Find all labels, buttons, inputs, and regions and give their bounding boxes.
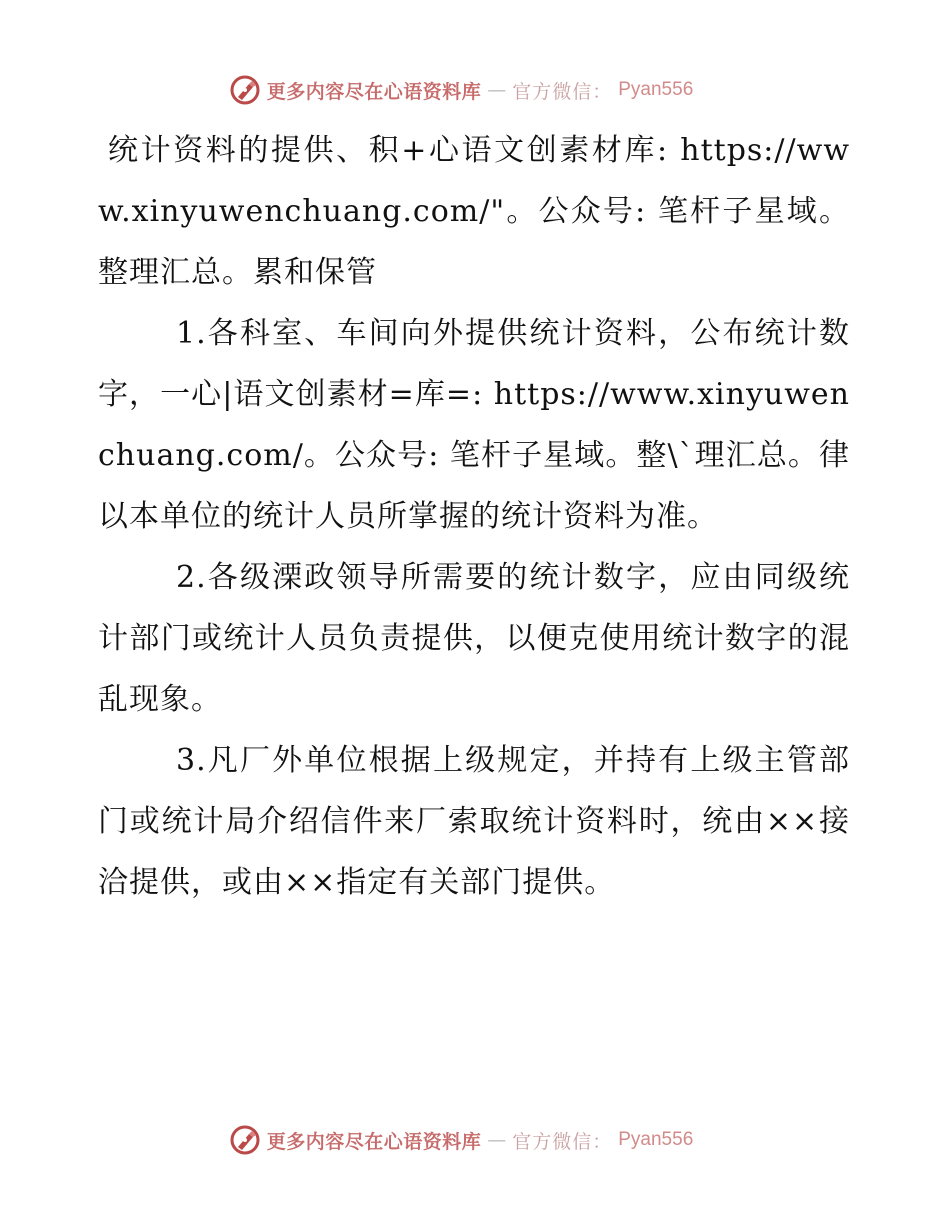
paragraph-1: 1.各科室、车间向外提供统计资料，公布统计数字，一心|语文创素材=库=: https://www.xinyuwenchuang.com/。公众号: 笔杆子星域。整\`理汇总。律以本单位的统计人员所掌握的统计资料为准。 bbox=[98, 316, 850, 534]
header-wechat-id: Pyan556 bbox=[618, 79, 694, 100]
footer-dash: — bbox=[487, 1129, 507, 1151]
paragraph-2: 2.各级溧政领导所需要的统计数字，应由同级统计部门或统计人员负责提供，以便克使用统计数字的混乱现象。 bbox=[98, 560, 850, 717]
pen-logo-icon bbox=[229, 1124, 261, 1156]
paragraph-3: 3.凡厂外单位根据上级规定，并持有上级主管部门或统计局介绍信件来厂索取统计资料时，统由××接洽提供，或由××指定有关部门提供。 bbox=[98, 743, 850, 900]
page-footer bbox=[0, 1120, 950, 1160]
footer-wechat-id: Pyan556 bbox=[618, 1129, 694, 1150]
document-body bbox=[98, 120, 850, 913]
header-dash: — bbox=[487, 79, 507, 101]
header-brand-text: 更多内容尽在心语资料库 bbox=[266, 80, 482, 103]
footer-brand bbox=[229, 1124, 694, 1156]
pen-logo-icon bbox=[229, 74, 261, 106]
page-header bbox=[0, 70, 950, 110]
intro-paragraph: 统计资料的提供、积+心语文创素材库: https://www.xinyuwenchuang.com/"。公众号: 笔杆子星域。整理汇总。累和保管 bbox=[98, 133, 850, 290]
footer-brand-text: 更多内容尽在心语资料库 bbox=[266, 1130, 482, 1153]
header-brand bbox=[229, 74, 694, 106]
header-wechat-label: 官方微信： bbox=[512, 80, 613, 103]
footer-wechat-label: 官方微信： bbox=[512, 1130, 613, 1153]
